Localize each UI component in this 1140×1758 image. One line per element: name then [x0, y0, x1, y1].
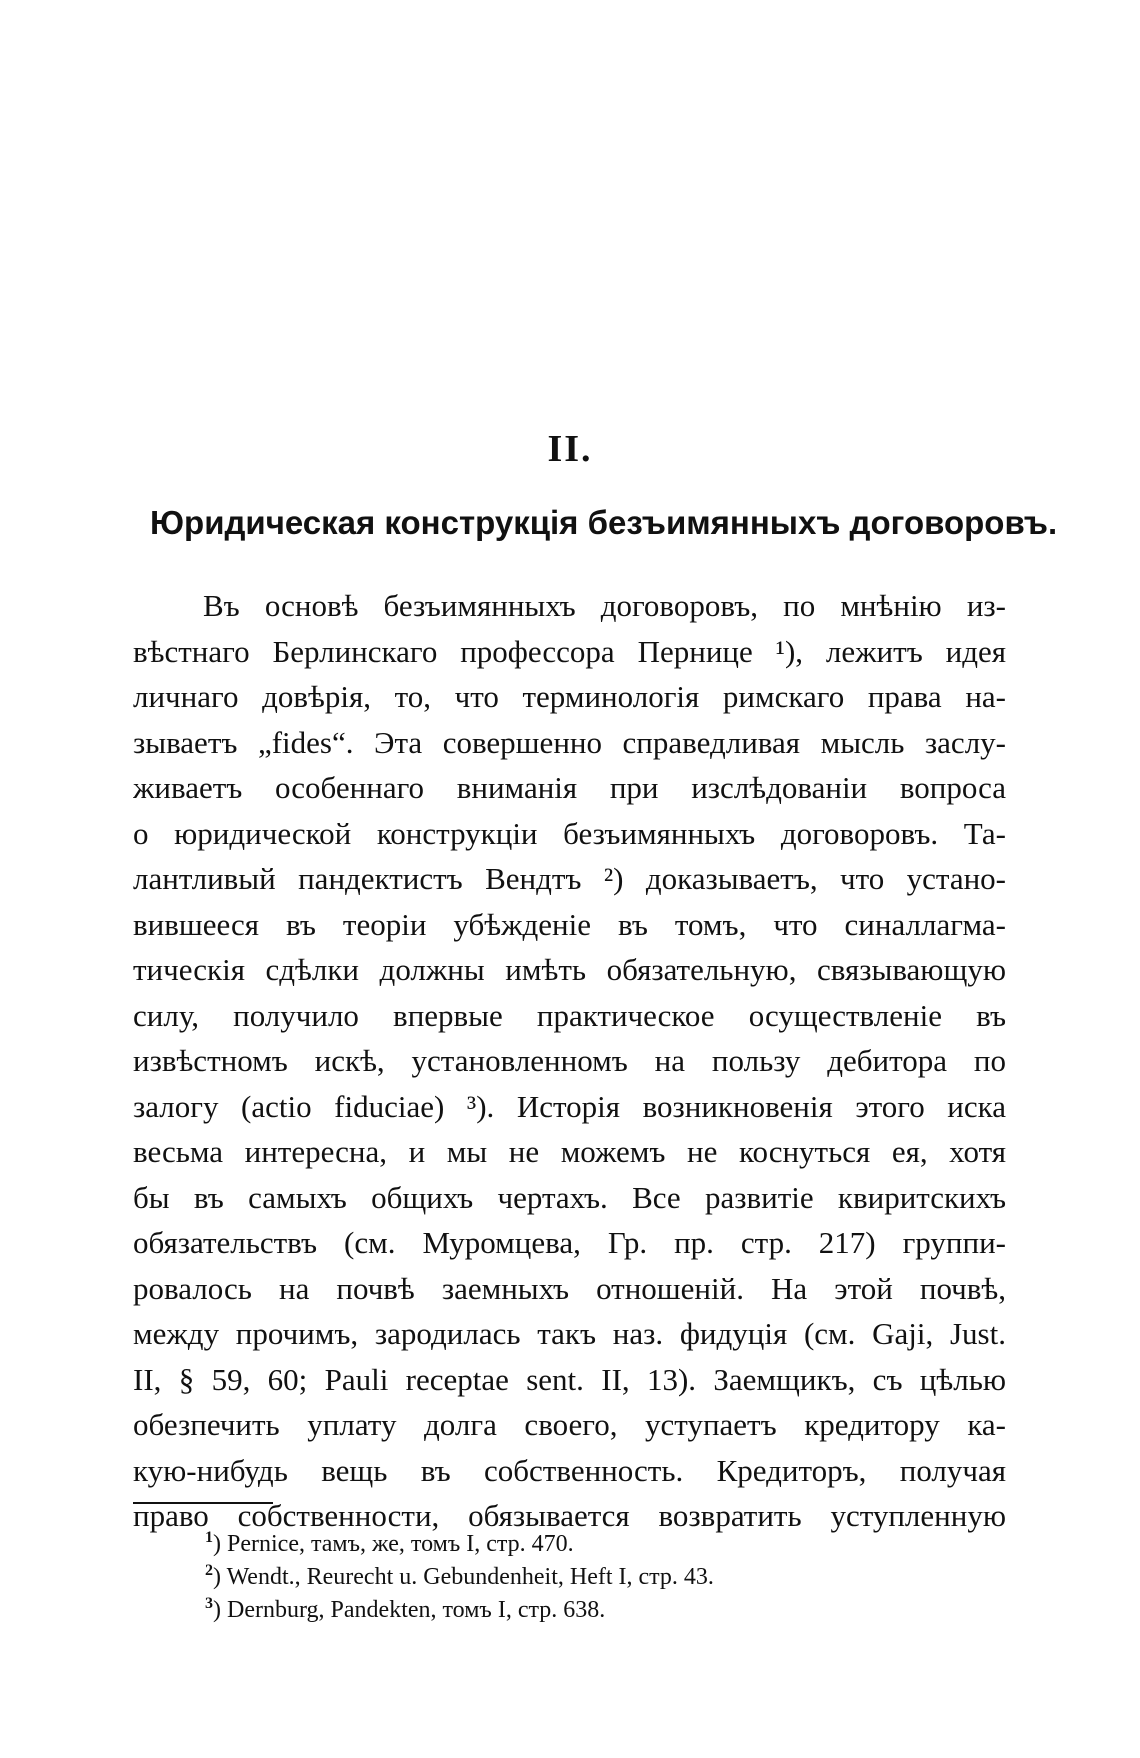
footnote-text: Pernice, тамъ, же, томъ I, стр. 470. — [227, 1531, 574, 1557]
text-line: кую-нибудь вещь въ собственность. Кредиторъ, получая — [133, 1452, 1006, 1488]
text-line: личнаго довѣрія, то, что терминологія римскаго права на- — [133, 679, 1006, 714]
text-line: между прочимъ, зародилась такъ наз. фидуція (см. Gaji, Just. — [133, 1316, 1006, 1351]
footnote-mark: 2 — [205, 1562, 213, 1579]
text-line: весьма интересна, и мы не можемъ не коснуться ея, хотя — [133, 1134, 1006, 1169]
text-line: тическія сдѣлки должны имѣть обязательную, связывающую — [133, 952, 1006, 987]
text-line: силу, получило впервые практическое осуществленіе въ — [133, 997, 1006, 1033]
text-line: извѣстномъ искѣ, установленномъ на пользу дебитора по — [133, 1043, 1006, 1078]
footnote-3 — [205, 1594, 925, 1627]
footnote-paren: ) — [213, 1564, 227, 1590]
chapter-number: II. — [547, 428, 593, 470]
text-line: вѣстнаго Берлинскаго профессора Пернице ¹), лежитъ идея — [133, 633, 1006, 669]
text-line: ровалось на почвѣ заемныхъ отношеній. На этой почвѣ, — [133, 1270, 1006, 1306]
footnote-paren: ) — [213, 1597, 227, 1623]
text-line: обезпечить уплату долга своего, уступаетъ кредитору ка- — [133, 1407, 1006, 1442]
footnote-paren: ) — [213, 1531, 227, 1557]
text-line: II, § 59, 60; Pauli receptae sent. II, 13). Заемщикъ, съ цѣлью — [133, 1361, 1006, 1397]
text-line: обязательствъ (см. Муромцева, Гр. пр. стр. 217) группи- — [133, 1225, 1006, 1260]
text-line: залогу (actio fiduciae) ³). Исторія возникновенія этого иска — [133, 1088, 1006, 1124]
footnote-mark: 3 — [205, 1595, 213, 1612]
footnote-2 — [205, 1561, 925, 1594]
footnote-mark: 1 — [205, 1529, 213, 1546]
body-paragraph — [133, 583, 1006, 1539]
text-line: о юридической конструкціи безъимянныхъ договоровъ. Та- — [133, 815, 1006, 851]
footnote-text: Wendt., Reurecht u. Gebundenheit, Heft I, стр. 43. — [226, 1564, 714, 1590]
text-line: лантливый пандектистъ Вендтъ ²) доказываетъ, что устано- — [133, 861, 1006, 896]
footnote-text: Dernburg, Pandekten, томъ I, стр. 638. — [227, 1597, 606, 1623]
chapter-title: Юридическая конструкція безъимянныхъ договоровъ. — [150, 504, 1058, 541]
footnote-1 — [205, 1528, 925, 1561]
text-line: вившееся въ теоріи убѣжденіе въ томъ, что синаллагма- — [133, 906, 1006, 942]
text-line: право собственности, обязывается возвратить уступленную — [133, 1498, 1006, 1533]
text-line: зываетъ „fides“. Эта совершенно справедливая мысль заслу- — [133, 724, 1006, 760]
footnote-divider — [133, 1502, 273, 1504]
text-line: бы въ самыхъ общихъ чертахъ. Все развитіе квиритскихъ — [133, 1179, 1006, 1215]
text-line: живаетъ особеннаго вниманія при изслѣдованіи вопроса — [133, 770, 1006, 805]
footnotes — [205, 1528, 925, 1627]
text-line: Въ основѣ безъимянныхъ договоровъ, по мнѣнію из- — [203, 588, 1006, 623]
